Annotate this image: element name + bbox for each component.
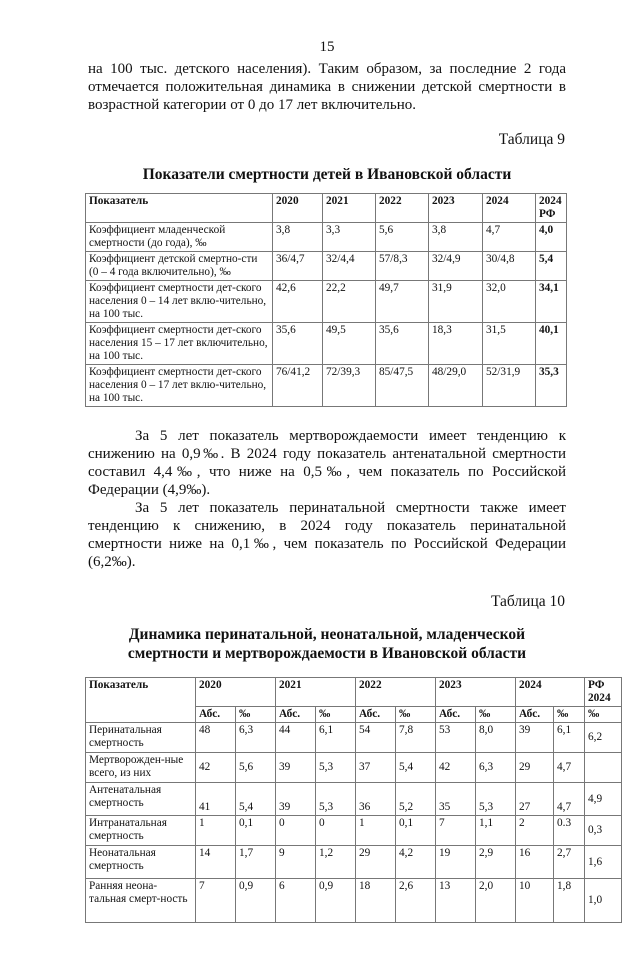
header-row: [86, 194, 567, 223]
cell-value: 4,0: [536, 223, 567, 252]
cell-value: 72/39,3: [323, 365, 376, 407]
abs-subheader: Абс.: [356, 707, 396, 723]
year-header: 2021: [276, 678, 356, 707]
cell-value: 39: [276, 753, 316, 783]
cell-value: 54: [356, 723, 396, 753]
cell-value: 31,9: [429, 281, 483, 323]
table-row: [86, 323, 567, 365]
cell-value: 6: [276, 879, 316, 923]
abs-subheader: Абс.: [516, 707, 554, 723]
table-row: [86, 879, 622, 923]
cell-value: 5,4: [236, 783, 276, 816]
column-header: 2023: [429, 194, 483, 223]
cell-value: 0: [276, 816, 316, 846]
cell-value: 1,2: [316, 846, 356, 879]
cell-value: 4,9: [585, 783, 622, 816]
cell-value: 53: [436, 723, 476, 753]
title-line: Динамика перинатальной, неонатальной, младенческой: [128, 626, 526, 643]
cell-value: 2: [516, 816, 554, 846]
year-header: 2022: [356, 678, 436, 707]
header-row: [86, 678, 622, 707]
cell-value: 35: [436, 783, 476, 816]
cell-value: 2,7: [554, 846, 585, 879]
row-label: Ранняя неона-тальная смерт-ность: [86, 879, 196, 923]
cell-value: 39: [516, 723, 554, 753]
cell-value: 5,4: [536, 252, 567, 281]
cell-value: 6,1: [316, 723, 356, 753]
cell-value: 18: [356, 879, 396, 923]
cell-value: 13: [436, 879, 476, 923]
cell-value: 2,0: [476, 879, 516, 923]
cell-value: 2,6: [396, 879, 436, 923]
cell-value: 40,1: [536, 323, 567, 365]
row-label: Неонатальная смертность: [86, 846, 196, 879]
page-number: 15: [319, 39, 335, 55]
cell-value: 6,2: [585, 723, 622, 753]
row-label: Мертворожден-ные всего, из них: [86, 753, 196, 783]
cell-value: 0,9: [236, 879, 276, 923]
cell-value: 0,9: [316, 879, 356, 923]
cell-value: 34,1: [536, 281, 567, 323]
cell-value: 2,9: [476, 846, 516, 879]
cell-value: 6,1: [554, 723, 585, 753]
cell-value: 0: [316, 816, 356, 846]
row-label: Коэффициент смертности дет-ского населения 15 – 17 лет включительно, на 100 тыс.: [86, 323, 273, 365]
cell-value: 18,3: [429, 323, 483, 365]
cell-value: 16: [516, 846, 554, 879]
table-row: [86, 223, 567, 252]
table-row: [86, 816, 622, 846]
cell-value: 4,2: [396, 846, 436, 879]
cell-value: 85/47,5: [376, 365, 429, 407]
rf-header: РФ 2024: [585, 678, 622, 707]
table-row: [86, 281, 567, 323]
cell-value: 1,7: [236, 846, 276, 879]
column-header: 2020: [273, 194, 323, 223]
cell-value: 7,8: [396, 723, 436, 753]
row-label: Коэффициент смертности дет-ского населения 0 – 14 лет вклю-чительно, на 100 тыс.: [86, 281, 273, 323]
cell-value: 0.3: [554, 816, 585, 846]
cell-value: 49,7: [376, 281, 429, 323]
row-label: Коэффициент смертности дет-ского населения 0 – 17 лет вклю-чительно, на 100 тыс.: [86, 365, 273, 407]
permille-subheader: ‰: [396, 707, 436, 723]
cell-value: 29: [516, 753, 554, 783]
cell-value: 3,8: [273, 223, 323, 252]
cell-value: 9: [276, 846, 316, 879]
cell-value: 32,0: [483, 281, 536, 323]
cell-value: 36/4,7: [273, 252, 323, 281]
row-label: Антенатальная смертность: [86, 783, 196, 816]
cell-value: 22,2: [323, 281, 376, 323]
cell-value: 39: [276, 783, 316, 816]
table10-title: [88, 625, 566, 663]
cell-value: 49,5: [323, 323, 376, 365]
cell-value: 76/41,2: [273, 365, 323, 407]
column-header: Показатель: [86, 678, 196, 723]
cell-value: 48/29,0: [429, 365, 483, 407]
permille-subheader: ‰: [236, 707, 276, 723]
paragraph-stillbirth: За 5 лет показатель мертворождаемости имеет тенденцию к снижению на 0,9‰. В 2024 году показатель антенатальной смертности составил 4,4‰, что ниже на 0,5‰, чем показатель по Российской Федерации (4,9‰).: [88, 428, 566, 498]
year-header: 2020: [196, 678, 276, 707]
cell-value: 32/4,4: [323, 252, 376, 281]
cell-value: 8,0: [476, 723, 516, 753]
cell-value: 41: [196, 783, 236, 816]
table-row: [86, 723, 622, 753]
table9: [85, 193, 567, 407]
row-label: Коэффициент детской смертно-сти (0 – 4 года включительно), ‰: [86, 252, 273, 281]
table-row: [86, 252, 567, 281]
table-row: [86, 783, 622, 816]
column-header: 2024 РФ: [536, 194, 567, 223]
cell-value: 42,6: [273, 281, 323, 323]
permille-subheader: ‰: [476, 707, 516, 723]
cell-value: 44: [276, 723, 316, 753]
cell-value: 48: [196, 723, 236, 753]
permille-subheader: ‰: [316, 707, 356, 723]
page-body: [88, 0, 611, 953]
cell-value: 1,6: [585, 846, 622, 879]
table-row: [86, 365, 567, 407]
column-header: 2021: [323, 194, 376, 223]
cell-value: 35,3: [536, 365, 567, 407]
cell-value: 1: [196, 816, 236, 846]
text-line: на 100 тыс. детского населения). Таким образом, за последние 2 года: [88, 61, 566, 77]
cell-value: 5,3: [316, 783, 356, 816]
cell-value: [585, 753, 622, 783]
cell-value: 10: [516, 879, 554, 923]
cell-value: 19: [436, 846, 476, 879]
text-line: возрастной категории от 0 до 17 лет включительно.: [88, 97, 417, 113]
cell-value: 4,7: [554, 753, 585, 783]
cell-value: 1: [356, 816, 396, 846]
cell-value: 5,4: [396, 753, 436, 783]
cell-value: 4,7: [483, 223, 536, 252]
cell-value: 35,6: [273, 323, 323, 365]
table10: [85, 677, 622, 923]
year-header: 2024: [516, 678, 585, 707]
cell-value: 6,3: [236, 723, 276, 753]
column-header: 2022: [376, 194, 429, 223]
cell-value: 30/4,8: [483, 252, 536, 281]
table-row: [86, 846, 622, 879]
column-header: 2024: [483, 194, 536, 223]
abs-subheader: Абс.: [276, 707, 316, 723]
permille-subheader: ‰: [585, 707, 622, 723]
table-row: [86, 753, 622, 783]
table9-title: Показатели смертности детей в Ивановской области: [142, 166, 512, 183]
cell-value: 57/8,3: [376, 252, 429, 281]
cell-value: 14: [196, 846, 236, 879]
cell-value: 1,1: [476, 816, 516, 846]
column-header: Показатель: [86, 194, 273, 223]
cell-value: 42: [196, 753, 236, 783]
permille-subheader: ‰: [554, 707, 585, 723]
table10-caption: Таблица 10: [490, 593, 565, 610]
cell-value: 1,0: [585, 879, 622, 923]
cell-value: 36: [356, 783, 396, 816]
cell-value: 27: [516, 783, 554, 816]
abs-subheader: Абс.: [196, 707, 236, 723]
cell-value: 0,3: [585, 816, 622, 846]
intro-paragraph: [88, 60, 566, 114]
cell-value: 5,3: [316, 753, 356, 783]
row-label: Перинатальная смертность: [86, 723, 196, 753]
row-label: Интранатальная смертность: [86, 816, 196, 846]
cell-value: 31,5: [483, 323, 536, 365]
cell-value: 5,3: [476, 783, 516, 816]
cell-value: 3,3: [323, 223, 376, 252]
abs-subheader: Абс.: [436, 707, 476, 723]
cell-value: 32/4,9: [429, 252, 483, 281]
paragraph-perinatal: За 5 лет показатель перинатальной смертности также имеет тенденцию к снижению, в 2024 году показатель перинатальной смертности ниже на 0,1‰, чем показатель по Российской Федерации (6,2‰).: [88, 500, 566, 570]
cell-value: 37: [356, 753, 396, 783]
cell-value: 0,1: [396, 816, 436, 846]
cell-value: 5,6: [236, 753, 276, 783]
year-header: 2023: [436, 678, 516, 707]
cell-value: 5,6: [376, 223, 429, 252]
cell-value: 0,1: [236, 816, 276, 846]
cell-value: 35,6: [376, 323, 429, 365]
cell-value: 1,8: [554, 879, 585, 923]
cell-value: 6,3: [476, 753, 516, 783]
cell-value: 3,8: [429, 223, 483, 252]
text-line: отмечается положительная динамика в снижении детской смертности в: [88, 79, 566, 95]
cell-value: 52/31,9: [483, 365, 536, 407]
cell-value: 5,2: [396, 783, 436, 816]
table9-caption: Таблица 9: [498, 131, 565, 148]
cell-value: 7: [196, 879, 236, 923]
cell-value: 7: [436, 816, 476, 846]
cell-value: 4,7: [554, 783, 585, 816]
cell-value: 29: [356, 846, 396, 879]
cell-value: 42: [436, 753, 476, 783]
row-label: Коэффициент младенческой смертности (до года), ‰: [86, 223, 273, 252]
title-line: смертности и мертворождаемости в Ивановской области: [127, 645, 527, 662]
